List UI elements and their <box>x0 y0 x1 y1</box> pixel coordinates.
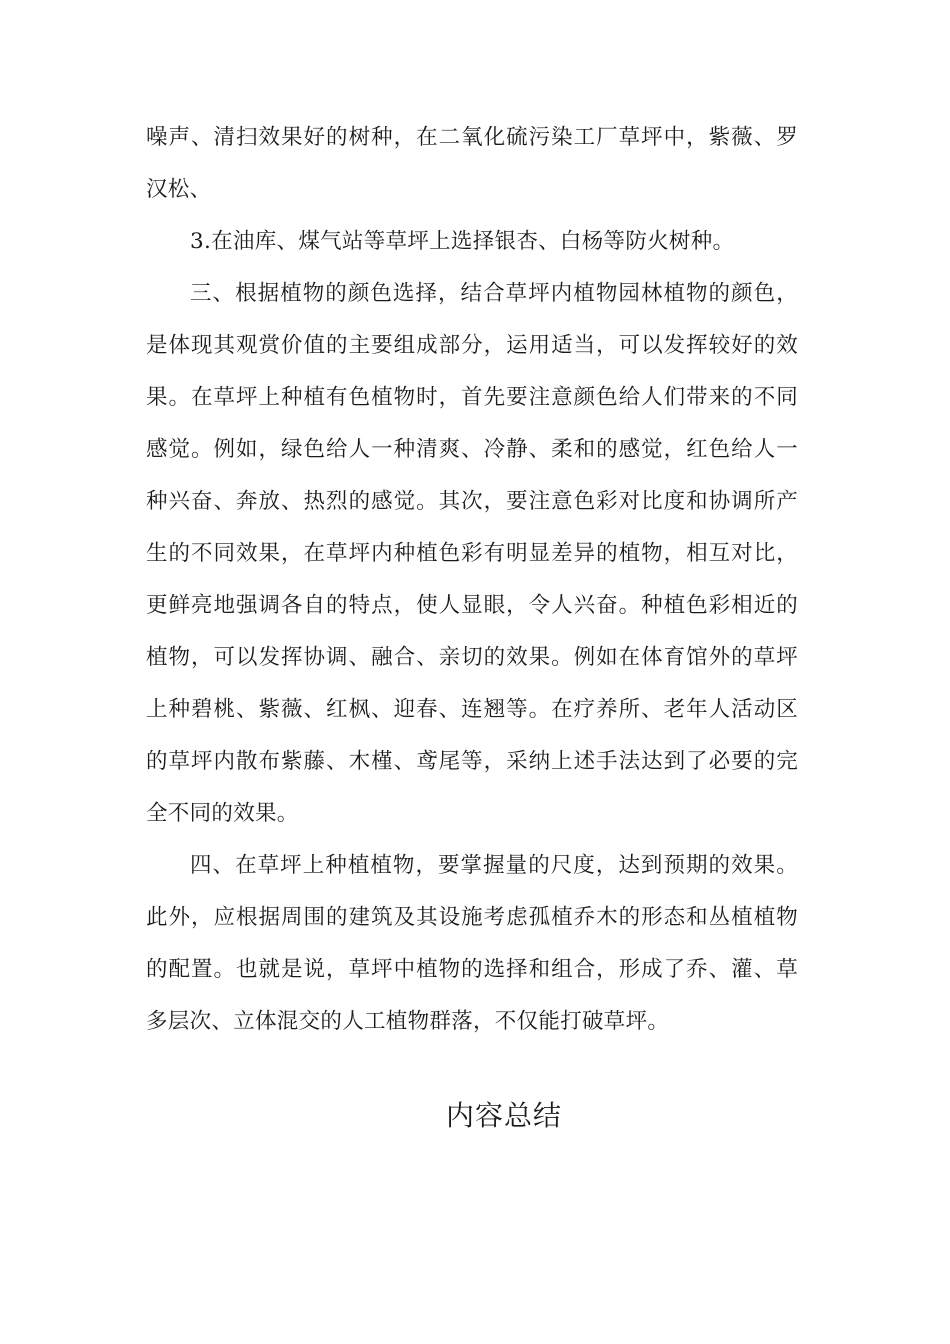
paragraph-continuation: 噪声、清扫效果好的树种，在二氧化硫污染工厂草坪中，紫薇、罗汉松、 <box>146 125 798 202</box>
document-body <box>146 112 798 1048</box>
paragraph-planting-scale: 四、在草坪上种植植物，要掌握量的尺度，达到预期的效果。此外，应根据周围的建筑及其设施考虑孤植乔木的形态和丛植植物的配置。也就是说，草坪中植物的选择和组合，形成了乔、灌、草多层次、立体混交的人工植物群落，不仅能打破草坪。 <box>146 853 798 1034</box>
paragraph-fireproof-trees: 3.在油库、煤气站等草坪上选择银杏、白杨等防火树种。 <box>190 229 735 254</box>
paragraph-plant-color: 三、根据植物的颜色选择，结合草坪内植物园林植物的颜色，是体现其观赏价值的主要组成部分，运用适当，可以发挥较好的效果。在草坪上种植有色植物时，首先要注意颜色给人们带来的不同感觉。例如，绿色给人一种清爽、冷静、柔和的感觉，红色给人一种兴奋、奔放、热烈的感觉。其次，要注意色彩对比度和协调所产生的不同效果，在草坪内种植色彩有明显差异的植物，相互对比，更鲜亮地强调各自的特点，使人显眼，令人兴奋。种植色彩相近的植物，可以发挥协调、融合、亲切的效果。例如在体育馆外的草坪上种碧桃、紫薇、红枫、迎春、连翘等。在疗养所、老年人活动区的草坪内散布紫藤、木槿、鸢尾等，采纳上述手法达到了必要的完全不同的效果。 <box>146 281 798 826</box>
summary-heading: 内容总结 <box>445 1099 562 1132</box>
